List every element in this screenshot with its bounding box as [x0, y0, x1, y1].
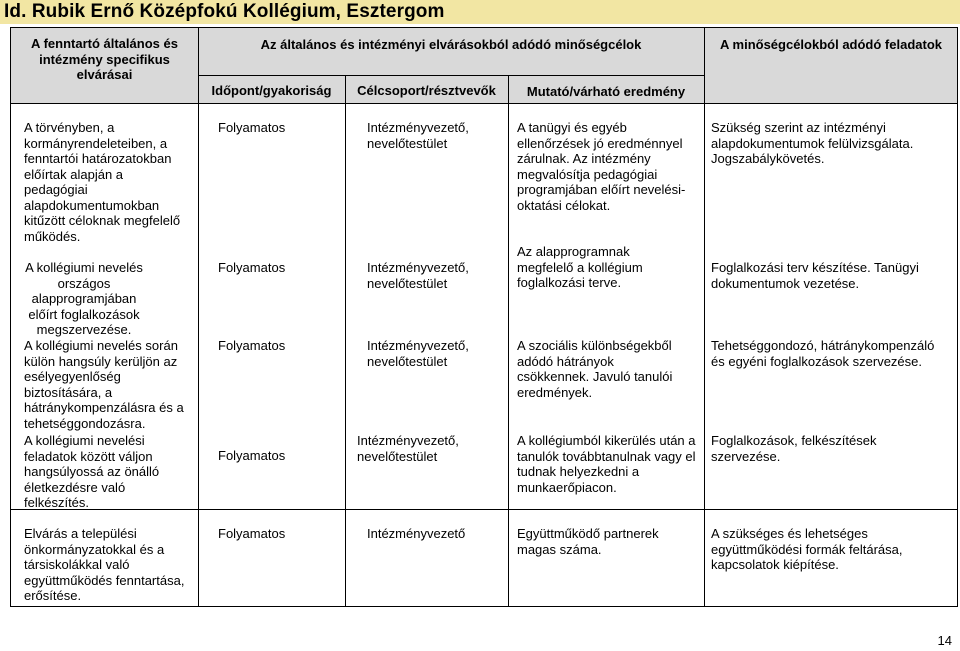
row1-result: A tanügyi és egyéb ellenőrzések jó eredménnyel zárulnak. Az intézmény megvalósítja pedagógiai programjában előírt nevelési-oktatási célokat. — [517, 120, 686, 213]
header-timing: Időpont/gyakoriság — [211, 83, 332, 98]
header-quality-goals: Az általános és intézményi elvárásokból adódó minőségcélok — [260, 37, 642, 52]
row3-timing: Folyamatos — [218, 338, 286, 353]
row5-timing: Folyamatos — [218, 526, 286, 541]
header-tasks: A minőségcélokból adódó feladatok — [720, 37, 942, 52]
row3-expectation: A kollégiumi nevelés során külön hangsúly kerüljön az esélyegyenlőség biztosítására, a hátránykompenzálásra és a tehetséggondozásra. — [24, 338, 184, 431]
header-expectations: A fenntartó általános és intézmény specifikus elvárásai — [31, 36, 178, 82]
page-number: 14 — [937, 633, 952, 648]
row2-target: Intézményvezető, nevelőtestület — [367, 260, 469, 291]
row4-tasks: Foglalkozások, felkészítések szervezése. — [711, 433, 877, 464]
row2-tasks: Foglalkozási terv készítése. Tanügyi dokumentumok vezetése. — [711, 260, 919, 291]
column-divider — [508, 75, 509, 606]
row2-expectation: A kollégiumi nevelés országos alapprogramjában előírt foglalkozások megszervezése. — [25, 260, 143, 337]
row1-tasks: Szükség szerint az intézményi alapdokumentumok felülvizsgálata. Jogszabálykövetés. — [711, 120, 914, 166]
row5-tasks: A szükséges és lehetséges együttműködési formák feltárása, kapcsolatok kiépítése. — [711, 526, 903, 572]
row3-target: Intézményvezető, nevelőtestület — [367, 338, 469, 369]
column-divider — [345, 75, 346, 606]
row3-result: A szociális különbségekből adódó hátrányok csökkennek. Javuló tanulói eredmények. — [517, 338, 673, 400]
row5-target: Intézményvezető — [367, 526, 466, 541]
row3-tasks: Tehetséggondozó, hátránykompenzáló és egyéni foglalkozások szervezése. — [711, 338, 935, 369]
column-divider — [704, 28, 705, 606]
header-divider — [198, 75, 704, 76]
row2-result: Az alapprogramnak megfelelő a kollégium foglalkozási terve. — [517, 244, 643, 290]
header-result: Mutató/várható eredmény — [526, 84, 686, 99]
row2-timing: Folyamatos — [218, 260, 286, 275]
row5-result: Együttműködő partnerek magas száma. — [517, 526, 659, 557]
page-title: Id. Rubik Ernő Középfokú Kollégium, Esztergom — [0, 0, 960, 24]
header-target: Célcsoport/résztvevők — [357, 83, 496, 98]
row1-timing: Folyamatos — [218, 120, 286, 135]
row4-target: Intézményvezető, nevelőtestület — [357, 433, 459, 464]
row4-expectation: A kollégiumi nevelési feladatok között váljon hangsúlyossá az önálló életkezdésre való felkészítés. — [24, 433, 160, 510]
row4-result: A kollégiumból kikerülés után a tanulók továbbtanulnak vagy el tudnak helyezkedni a munkaerőpiacon. — [517, 433, 696, 495]
column-divider — [198, 28, 199, 606]
row1-expectation: A törvényben, a kormányrendeleteiben, a fenntartói határozatokban előírtak alapján a pedagógiai alapdokumentumokban kitűzött céloknak megfelelő működés. — [24, 120, 181, 244]
header-bottom-line — [11, 103, 957, 104]
row4-timing: Folyamatos — [218, 448, 286, 463]
quality-goals-table — [10, 27, 958, 607]
row5-expectation: Elvárás a települési önkormányzatokkal és a társiskolákkal való együttműködés fenntartása, erősítése. — [24, 526, 185, 603]
row1-target: Intézményvezető, nevelőtestület — [367, 120, 469, 151]
